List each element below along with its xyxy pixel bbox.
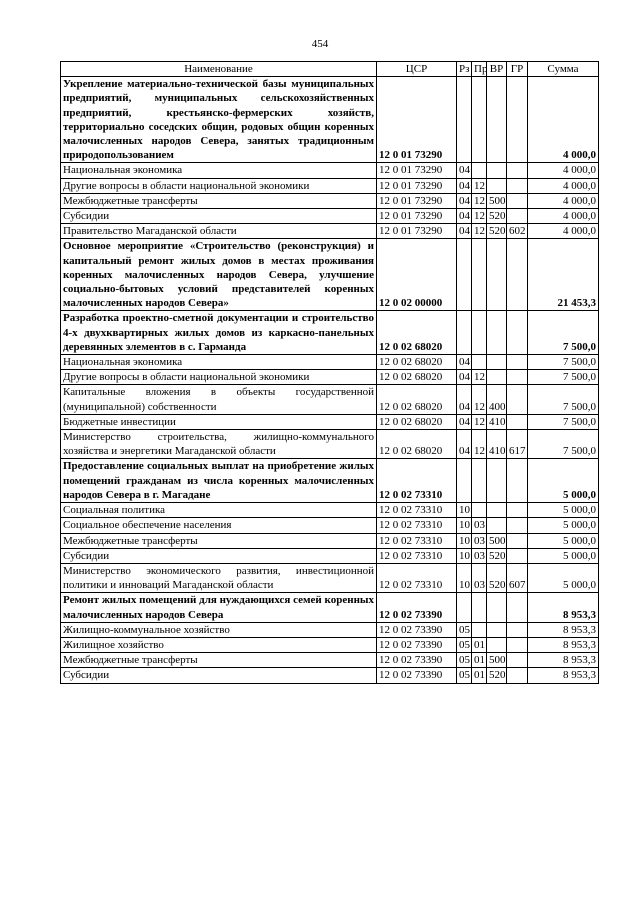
cell-csr: 12 0 02 73390 (377, 622, 457, 637)
cell-gr (507, 459, 528, 503)
header-name: Наименование (61, 62, 377, 77)
cell-vr: 500 (487, 653, 507, 668)
cell-vr: 410 (487, 430, 507, 459)
cell-sum: 7 500,0 (528, 355, 599, 370)
cell-pr: 03 (472, 533, 487, 548)
cell-csr: 12 0 01 73290 (377, 163, 457, 178)
cell-rz: 05 (457, 653, 472, 668)
cell-csr: 12 0 01 73290 (377, 209, 457, 224)
cell-name: Жилищное хозяйство (61, 637, 377, 652)
cell-sum: 4 000,0 (528, 209, 599, 224)
cell-csr: 12 0 02 73390 (377, 653, 457, 668)
cell-pr (472, 355, 487, 370)
cell-pr (472, 311, 487, 355)
cell-gr (507, 209, 528, 224)
cell-pr: 01 (472, 668, 487, 683)
cell-pr (472, 77, 487, 163)
cell-csr: 12 0 02 68020 (377, 370, 457, 385)
cell-rz: 05 (457, 668, 472, 683)
cell-gr (507, 533, 528, 548)
cell-name: Социальная политика (61, 503, 377, 518)
cell-rz: 10 (457, 503, 472, 518)
cell-name: Субсидии (61, 209, 377, 224)
cell-sum: 4 000,0 (528, 178, 599, 193)
cell-gr (507, 414, 528, 429)
table-row (61, 622, 599, 637)
cell-csr: 12 0 02 73310 (377, 503, 457, 518)
cell-pr: 12 (472, 370, 487, 385)
cell-vr: 520 (487, 668, 507, 683)
table-row (61, 503, 599, 518)
cell-rz (457, 459, 472, 503)
cell-name: Правительство Магаданской области (61, 224, 377, 239)
cell-vr: 500 (487, 533, 507, 548)
cell-vr: 500 (487, 193, 507, 208)
cell-rz: 10 (457, 563, 472, 592)
table-row (61, 533, 599, 548)
cell-rz: 04 (457, 178, 472, 193)
cell-rz: 05 (457, 622, 472, 637)
cell-csr: 12 0 02 68020 (377, 414, 457, 429)
table-row (61, 459, 599, 503)
cell-rz: 04 (457, 385, 472, 414)
cell-sum: 5 000,0 (528, 563, 599, 592)
table-row (61, 518, 599, 533)
cell-name: Предоставление социальных выплат на приобретение жилых помещений гражданам из числа коренных малочисленных народов Севера в г. Магадане (61, 459, 377, 503)
table-row (61, 548, 599, 563)
cell-name: Капитальные вложения в объекты государственной (муниципальной) собственности (61, 385, 377, 414)
table-row (61, 430, 599, 459)
header-sum: Сумма (528, 62, 599, 77)
table-row (61, 209, 599, 224)
cell-pr (472, 459, 487, 503)
cell-gr (507, 548, 528, 563)
cell-gr (507, 653, 528, 668)
cell-name: Министерство экономического развития, инвестиционной политики и инноваций Магаданской области (61, 563, 377, 592)
cell-pr: 12 (472, 209, 487, 224)
cell-gr (507, 239, 528, 311)
cell-csr: 12 0 02 73310 (377, 533, 457, 548)
table-row (61, 370, 599, 385)
cell-csr: 12 0 01 73290 (377, 193, 457, 208)
cell-vr: 520 (487, 224, 507, 239)
table-row (61, 77, 599, 163)
cell-sum: 21 453,3 (528, 239, 599, 311)
cell-gr: 617 (507, 430, 528, 459)
cell-rz: 04 (457, 163, 472, 178)
cell-vr (487, 239, 507, 311)
cell-vr: 520 (487, 548, 507, 563)
cell-csr: 12 0 02 73390 (377, 637, 457, 652)
cell-name: Министерство строительства, жилищно-коммунального хозяйства и энергетики Магаданской области (61, 430, 377, 459)
cell-sum: 7 500,0 (528, 370, 599, 385)
cell-sum: 5 000,0 (528, 459, 599, 503)
cell-csr: 12 0 02 73390 (377, 593, 457, 622)
cell-gr (507, 311, 528, 355)
cell-gr (507, 193, 528, 208)
table-header-row (61, 62, 599, 77)
cell-name: Основное мероприятие «Строительство (реконструкция) и капитальный ремонт жилых домов в местах проживания коренных малочисленных народов Севера, улучшение социально-бытовых условий представителей коренных малочисленных народов Севера» (61, 239, 377, 311)
cell-vr (487, 593, 507, 622)
cell-sum: 8 953,3 (528, 668, 599, 683)
cell-name: Национальная экономика (61, 163, 377, 178)
cell-gr (507, 355, 528, 370)
table-row (61, 563, 599, 592)
cell-pr (472, 239, 487, 311)
cell-name: Укрепление материально-технической базы муниципальных предприятий, муниципальных сельскохозяйственных предприятий, крестьянско-фермерских хозяйств, территориально соседских общин, родовых общин коренных малочисленных народов Севера, занятых традиционным природопользованием (61, 77, 377, 163)
cell-gr (507, 178, 528, 193)
cell-gr (507, 637, 528, 652)
cell-pr (472, 593, 487, 622)
header-vr: ВР (487, 62, 507, 77)
cell-vr (487, 459, 507, 503)
cell-csr: 12 0 02 68020 (377, 311, 457, 355)
cell-pr: 01 (472, 653, 487, 668)
cell-csr: 12 0 01 73290 (377, 224, 457, 239)
cell-vr: 410 (487, 414, 507, 429)
cell-name: Разработка проектно-сметной документации и строительство 4-х двухквартирных жилых домов из каркасно-панельных деревянных элементов в с. Гарманда (61, 311, 377, 355)
cell-sum: 8 953,3 (528, 637, 599, 652)
cell-gr: 607 (507, 563, 528, 592)
cell-vr (487, 637, 507, 652)
cell-vr: 520 (487, 563, 507, 592)
cell-gr (507, 622, 528, 637)
table-row (61, 414, 599, 429)
cell-sum: 7 500,0 (528, 385, 599, 414)
table-row (61, 163, 599, 178)
cell-name: Межбюджетные трансферты (61, 533, 377, 548)
table-row (61, 653, 599, 668)
cell-csr: 12 0 01 73290 (377, 178, 457, 193)
table-row (61, 224, 599, 239)
cell-rz (457, 239, 472, 311)
table-row (61, 311, 599, 355)
cell-pr (472, 163, 487, 178)
cell-vr (487, 178, 507, 193)
cell-rz: 10 (457, 518, 472, 533)
cell-vr (487, 355, 507, 370)
table-row (61, 668, 599, 683)
cell-rz: 05 (457, 637, 472, 652)
cell-name: Субсидии (61, 548, 377, 563)
cell-csr: 12 0 02 73310 (377, 518, 457, 533)
cell-pr: 03 (472, 563, 487, 592)
cell-name: Социальное обеспечение населения (61, 518, 377, 533)
cell-rz: 04 (457, 209, 472, 224)
table-row (61, 239, 599, 311)
cell-vr (487, 622, 507, 637)
header-rz: Рз (457, 62, 472, 77)
cell-name: Национальная экономика (61, 355, 377, 370)
cell-rz: 10 (457, 533, 472, 548)
cell-gr (507, 370, 528, 385)
cell-csr: 12 0 02 73390 (377, 668, 457, 683)
cell-sum: 5 000,0 (528, 533, 599, 548)
cell-vr (487, 163, 507, 178)
cell-rz: 04 (457, 355, 472, 370)
cell-pr: 12 (472, 178, 487, 193)
cell-pr: 03 (472, 518, 487, 533)
cell-rz: 04 (457, 193, 472, 208)
cell-rz: 04 (457, 414, 472, 429)
cell-sum: 7 500,0 (528, 311, 599, 355)
cell-sum: 4 000,0 (528, 77, 599, 163)
cell-csr: 12 0 02 00000 (377, 239, 457, 311)
cell-vr: 400 (487, 385, 507, 414)
table-row (61, 385, 599, 414)
cell-sum: 8 953,3 (528, 593, 599, 622)
cell-pr: 01 (472, 637, 487, 652)
cell-gr: 602 (507, 224, 528, 239)
cell-pr: 12 (472, 193, 487, 208)
budget-table (60, 61, 599, 684)
cell-sum: 5 000,0 (528, 503, 599, 518)
cell-pr: 12 (472, 385, 487, 414)
cell-sum: 4 000,0 (528, 193, 599, 208)
cell-sum: 4 000,0 (528, 163, 599, 178)
cell-pr (472, 622, 487, 637)
cell-vr: 520 (487, 209, 507, 224)
cell-sum: 7 500,0 (528, 414, 599, 429)
cell-pr (472, 503, 487, 518)
cell-csr: 12 0 02 68020 (377, 355, 457, 370)
cell-name: Межбюджетные трансферты (61, 193, 377, 208)
cell-name: Другие вопросы в области национальной экономики (61, 178, 377, 193)
cell-csr: 12 0 02 68020 (377, 430, 457, 459)
cell-rz: 04 (457, 430, 472, 459)
cell-vr (487, 518, 507, 533)
cell-sum: 7 500,0 (528, 430, 599, 459)
cell-sum: 5 000,0 (528, 518, 599, 533)
cell-csr: 12 0 01 73290 (377, 77, 457, 163)
table-row (61, 593, 599, 622)
cell-sum: 4 000,0 (528, 224, 599, 239)
cell-gr (507, 77, 528, 163)
table-body (61, 77, 599, 683)
cell-name: Другие вопросы в области национальной экономики (61, 370, 377, 385)
cell-csr: 12 0 02 73310 (377, 548, 457, 563)
cell-csr: 12 0 02 68020 (377, 385, 457, 414)
cell-sum: 5 000,0 (528, 548, 599, 563)
header-csr: ЦСР (377, 62, 457, 77)
cell-vr (487, 503, 507, 518)
header-pr: Пр (472, 62, 487, 77)
cell-vr (487, 311, 507, 355)
cell-pr: 12 (472, 414, 487, 429)
cell-rz (457, 311, 472, 355)
cell-gr (507, 385, 528, 414)
cell-pr: 12 (472, 430, 487, 459)
cell-name: Субсидии (61, 668, 377, 683)
table-row (61, 178, 599, 193)
cell-vr (487, 77, 507, 163)
cell-gr (507, 593, 528, 622)
cell-sum: 8 953,3 (528, 653, 599, 668)
cell-gr (507, 503, 528, 518)
cell-csr: 12 0 02 73310 (377, 459, 457, 503)
cell-gr (507, 668, 528, 683)
cell-rz (457, 77, 472, 163)
cell-vr (487, 370, 507, 385)
table-row (61, 193, 599, 208)
cell-csr: 12 0 02 73310 (377, 563, 457, 592)
cell-rz: 04 (457, 224, 472, 239)
cell-rz: 04 (457, 370, 472, 385)
page-number: 454 (311, 38, 329, 50)
cell-pr: 03 (472, 548, 487, 563)
cell-sum: 8 953,3 (528, 622, 599, 637)
cell-rz (457, 593, 472, 622)
cell-name: Ремонт жилых помещений для нуждающихся семей коренных малочисленных народов Севера (61, 593, 377, 622)
cell-gr (507, 518, 528, 533)
cell-gr (507, 163, 528, 178)
table-row (61, 355, 599, 370)
cell-name: Жилищно-коммунальное хозяйство (61, 622, 377, 637)
table-row (61, 637, 599, 652)
cell-pr: 12 (472, 224, 487, 239)
cell-name: Межбюджетные трансферты (61, 653, 377, 668)
cell-name: Бюджетные инвестиции (61, 414, 377, 429)
header-gr: ГР (507, 62, 528, 77)
cell-rz: 10 (457, 548, 472, 563)
